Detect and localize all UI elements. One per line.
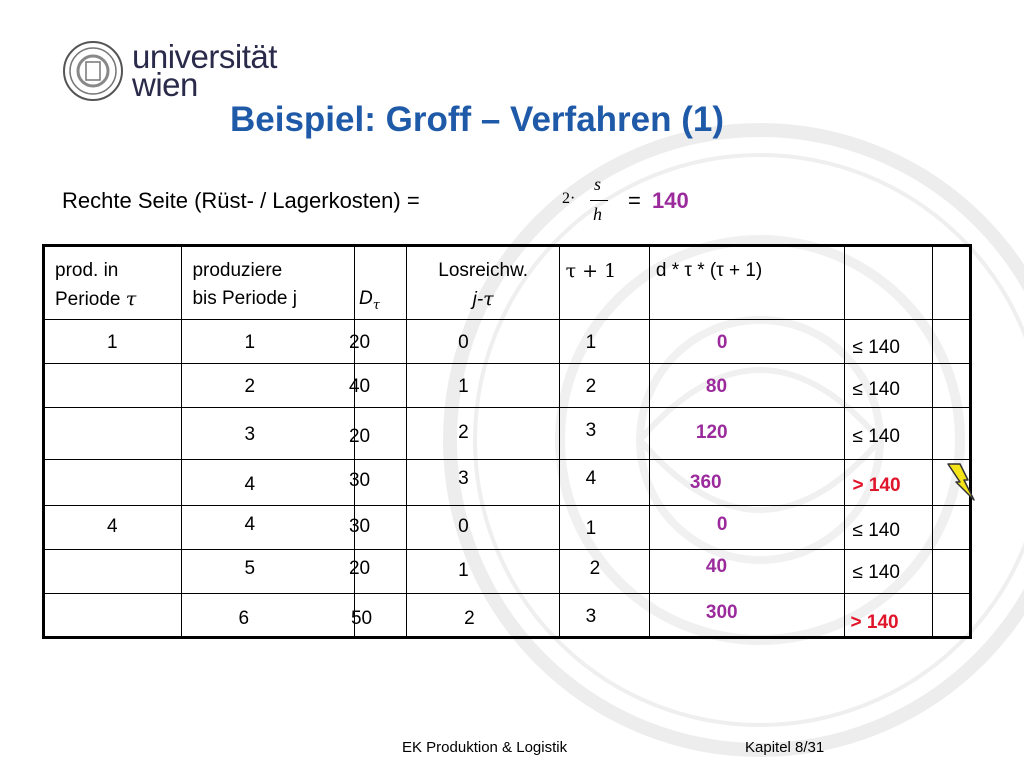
row-cost: 360	[689, 472, 722, 493]
header-extra	[932, 246, 970, 320]
row-d: 20	[348, 558, 371, 579]
formula-label: Rechte Seite (Rüst- / Lagerkosten) =	[62, 188, 420, 213]
university-logo	[62, 40, 277, 102]
row-tau1: 3	[585, 420, 597, 441]
row-j: 2	[244, 376, 256, 397]
row-d: 20	[348, 332, 371, 353]
lightning-icon	[946, 462, 976, 502]
header-tau-plus-one	[559, 246, 649, 320]
row-los: 1	[458, 560, 469, 581]
row-j: 3	[244, 424, 256, 445]
row-tau1: 4	[585, 468, 597, 489]
row-los: 2	[458, 422, 469, 443]
header-produce-line2: bis Periode j	[192, 288, 297, 309]
row-period: 1	[107, 332, 118, 353]
row-compare: ≤ 140	[852, 426, 900, 447]
footer-course: EK Produktion & Logistik	[402, 739, 568, 756]
row-cost: 300	[705, 602, 738, 623]
row-tau1: 3	[585, 606, 597, 627]
table-row	[44, 506, 971, 550]
header-demand-sub: τ	[372, 297, 380, 313]
row-tau1: 2	[585, 376, 597, 397]
logo-line2: wien	[132, 66, 198, 103]
header-row	[44, 246, 971, 320]
row-compare: ≤ 140	[852, 562, 900, 583]
row-d: 40	[348, 376, 371, 397]
formula-numerator: s	[594, 174, 602, 194]
header-losreichweite	[407, 246, 559, 320]
logo-line1: universität	[132, 38, 277, 75]
university-seal-icon	[62, 40, 124, 102]
row-j: 4	[244, 474, 256, 495]
header-period	[44, 246, 182, 320]
fraction-bar	[590, 200, 608, 201]
row-los: 0	[458, 516, 469, 537]
header-produce-line1: produziere	[192, 260, 283, 281]
row-j: 6	[238, 608, 250, 629]
header-cost-formula	[649, 246, 844, 320]
header-compare	[844, 246, 932, 320]
header-los-j: j-	[472, 289, 484, 310]
header-period-line2: Periode	[55, 289, 121, 310]
row-d: 50	[350, 608, 373, 629]
row-los: 2	[464, 608, 475, 629]
table-row	[44, 550, 971, 594]
row-tau1: 1	[585, 518, 597, 539]
row-los: 3	[458, 468, 469, 489]
formula-value: 140	[652, 188, 689, 213]
footer-page: Kapitel 8/31	[745, 739, 825, 756]
row-los: 0	[458, 332, 469, 353]
header-cost-formula-text: d * τ * (τ + 1)	[655, 260, 763, 281]
table-row	[44, 594, 971, 638]
row-compare: ≤ 140	[852, 520, 900, 541]
row-d: 20	[348, 426, 371, 447]
row-cost: 0	[716, 514, 728, 535]
table-row	[44, 364, 971, 408]
table-row	[44, 320, 971, 364]
header-period-symbol: τ	[125, 288, 137, 310]
row-cost: 80	[705, 376, 728, 397]
row-compare: > 140	[852, 475, 901, 496]
formula-factor: 2·	[562, 190, 576, 207]
row-los: 1	[458, 376, 469, 397]
row-compare: > 140	[850, 612, 899, 633]
row-tau1: 2	[589, 558, 601, 579]
row-cost: 120	[695, 422, 728, 443]
formula-fraction	[562, 174, 622, 232]
formula-equals: =	[628, 188, 641, 213]
table-row	[44, 408, 971, 460]
table-row	[44, 460, 971, 506]
groff-table	[42, 244, 972, 639]
row-period: 4	[107, 516, 118, 537]
row-d: 30	[348, 470, 371, 491]
row-compare: ≤ 140	[852, 337, 900, 358]
university-wordmark	[132, 38, 277, 103]
row-cost: 0	[716, 332, 728, 353]
header-los-tau: τ	[483, 288, 494, 310]
header-tau-plus-one-text: τ + 1	[565, 260, 617, 282]
formula-denominator: h	[593, 204, 602, 224]
row-compare: ≤ 140	[852, 379, 900, 400]
header-los-line1: Losreichw.	[438, 260, 529, 281]
row-tau1: 1	[585, 332, 597, 353]
row-j: 5	[244, 558, 256, 579]
row-d: 30	[348, 516, 371, 537]
header-produce	[182, 246, 355, 320]
header-period-line1: prod. in	[55, 260, 119, 281]
row-j: 4	[244, 514, 256, 535]
row-cost: 40	[705, 556, 728, 577]
slide-title: Beispiel: Groff – Verfahren (1)	[230, 100, 725, 139]
row-j: 1	[244, 332, 256, 353]
header-demand-main: D	[358, 288, 373, 309]
header-demand	[354, 246, 406, 320]
